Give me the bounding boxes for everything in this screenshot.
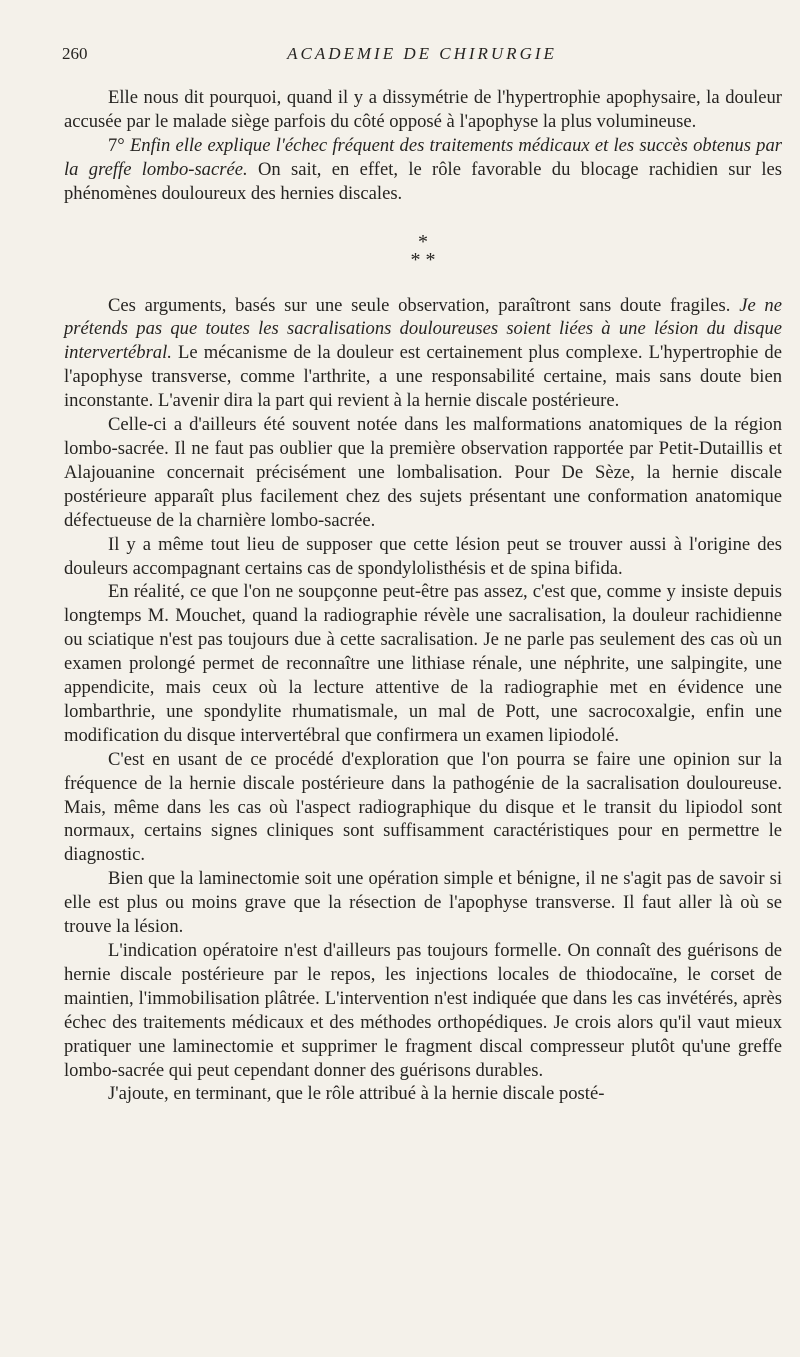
arguments-rest: Le mécanisme de la douleur est certainement plus complexe. L'hypertrophie de l'apophyse transverse, comme l'arthrite, a une responsabilité certaine, mais sans doute bien inconstante. L'avenir dira la part qui revient à la hernie discale postérieure.	[64, 342, 782, 412]
paragraph: Celle-ci a d'ailleurs été souvent notée dans les malformations anatomiques de la région lombo-sacrée. Il ne faut pas oublier que la première observation rapportée par Petit-Dutaillis et Alajouanine concernait précisément une lombalisation. Pour De Sèze, la hernie discale postérieure apparaît plus facilement chez des sujets présentant une conformation anatomique défectueuse de la charnière lombo-sacrée.	[64, 414, 782, 531]
running-title: ACADEMIE DE CHIRURGIE	[287, 44, 557, 63]
arguments-start: Ces arguments, basés sur une seule observation, paraîtront sans doute fragiles.	[108, 294, 731, 316]
paragraph: En réalité, ce que l'on ne soupçonne peut-être pas assez, c'est que, comme y insiste depuis longtemps M. Mouchet, quand la radiographie révèle une sacralisation, la douleur rachidienne ou sciatique n'est pas toujours due à cette sacralisation. Je ne parle pas seulement des cas où un examen prolongé permet de reconnaître une lithiase rénale, une néphrite, une salpingite, une appendicite, mais ceux où la lecture attentive de la radiographie met en évidence une lombarthrie, une spondylite rhumatismale, un mal de Pott, une sacrocoxalgie, enfin une modification du disque intervertébral que confirmera un examen lipiodolé.	[64, 581, 782, 746]
point-text: On sait, en effet, le rôle favorable du blocage rachidien sur les phénomènes douloureux des hernies discales.	[64, 158, 782, 204]
page-number: 260	[62, 44, 88, 63]
article-body	[64, 86, 782, 1106]
paragraph: Il y a même tout lieu de supposer que cette lésion peut se trouver aussi à l'origine des douleurs accompagnant certains cas de spondylolisthésis et de spina bifida.	[64, 533, 782, 579]
asterisk-bottom: * *	[410, 248, 436, 271]
paragraph: Bien que la laminectomie soit une opération simple et bénigne, il ne s'agit pas de savoir si elle est plus ou moins grave que la résection de l'apophyse transverse. Il faut aller là où se trouve la lésion.	[64, 868, 782, 938]
page-header	[62, 44, 782, 68]
asterisk-top: *	[418, 230, 428, 253]
paragraph-last-line: J'ajoute, en terminant, que le rôle attribué à la hernie discale posté-	[108, 1083, 605, 1105]
paragraph: C'est en usant de ce procédé d'exploration que l'on pourra se faire une opinion sur la fréquence de la hernie discale postérieure dans la pathogénie de la sacralisation douloureuse. Mais, même dans les cas où l'aspect radiographique du disque et le transit du lipiodol sont normaux, certains signes cliniques sont suffisamment caractéristiques pour en permettre le diagnostic.	[64, 748, 782, 866]
italic-statement: Je ne prétends pas que toutes les sacralisations douloureuses soient liées à une lésion du disque intervertébral.	[64, 294, 782, 364]
paragraph: L'indication opératoire n'est d'ailleurs pas toujours formelle. On connaît des guérisons de hernie discale postérieure par le repos, les injections locales de thiodocaïne, le corset de maintien, l'immobilisation plâtrée. L'intervention n'est indiquée que dans les cas invétérés, après échec des traitements médicaux et des méthodes orthopédiques. Je crois alors qu'il vaut mieux pratiquer une laminectomie et supprimer le fragment discal compresseur plutôt qu'une greffe lombo-sacrée qui peut cependant donner des guérisons durables.	[64, 940, 782, 1081]
italic-statement: Enfin elle explique l'échec fréquent des traitements médicaux et les succès obtenus par la greffe lombo-sacrée.	[64, 134, 782, 180]
point-number: 7°	[108, 134, 125, 156]
paragraph-point-7	[64, 134, 782, 206]
paragraph: Elle nous dit pourquoi, quand il y a dissymétrie de l'hypertrophie apophysaire, la douleur accusée par le malade siège parfois du côté opposé à l'apophyse la plus volumineuse.	[64, 87, 782, 132]
section-separator	[64, 230, 782, 271]
paragraph-arguments	[64, 294, 782, 414]
